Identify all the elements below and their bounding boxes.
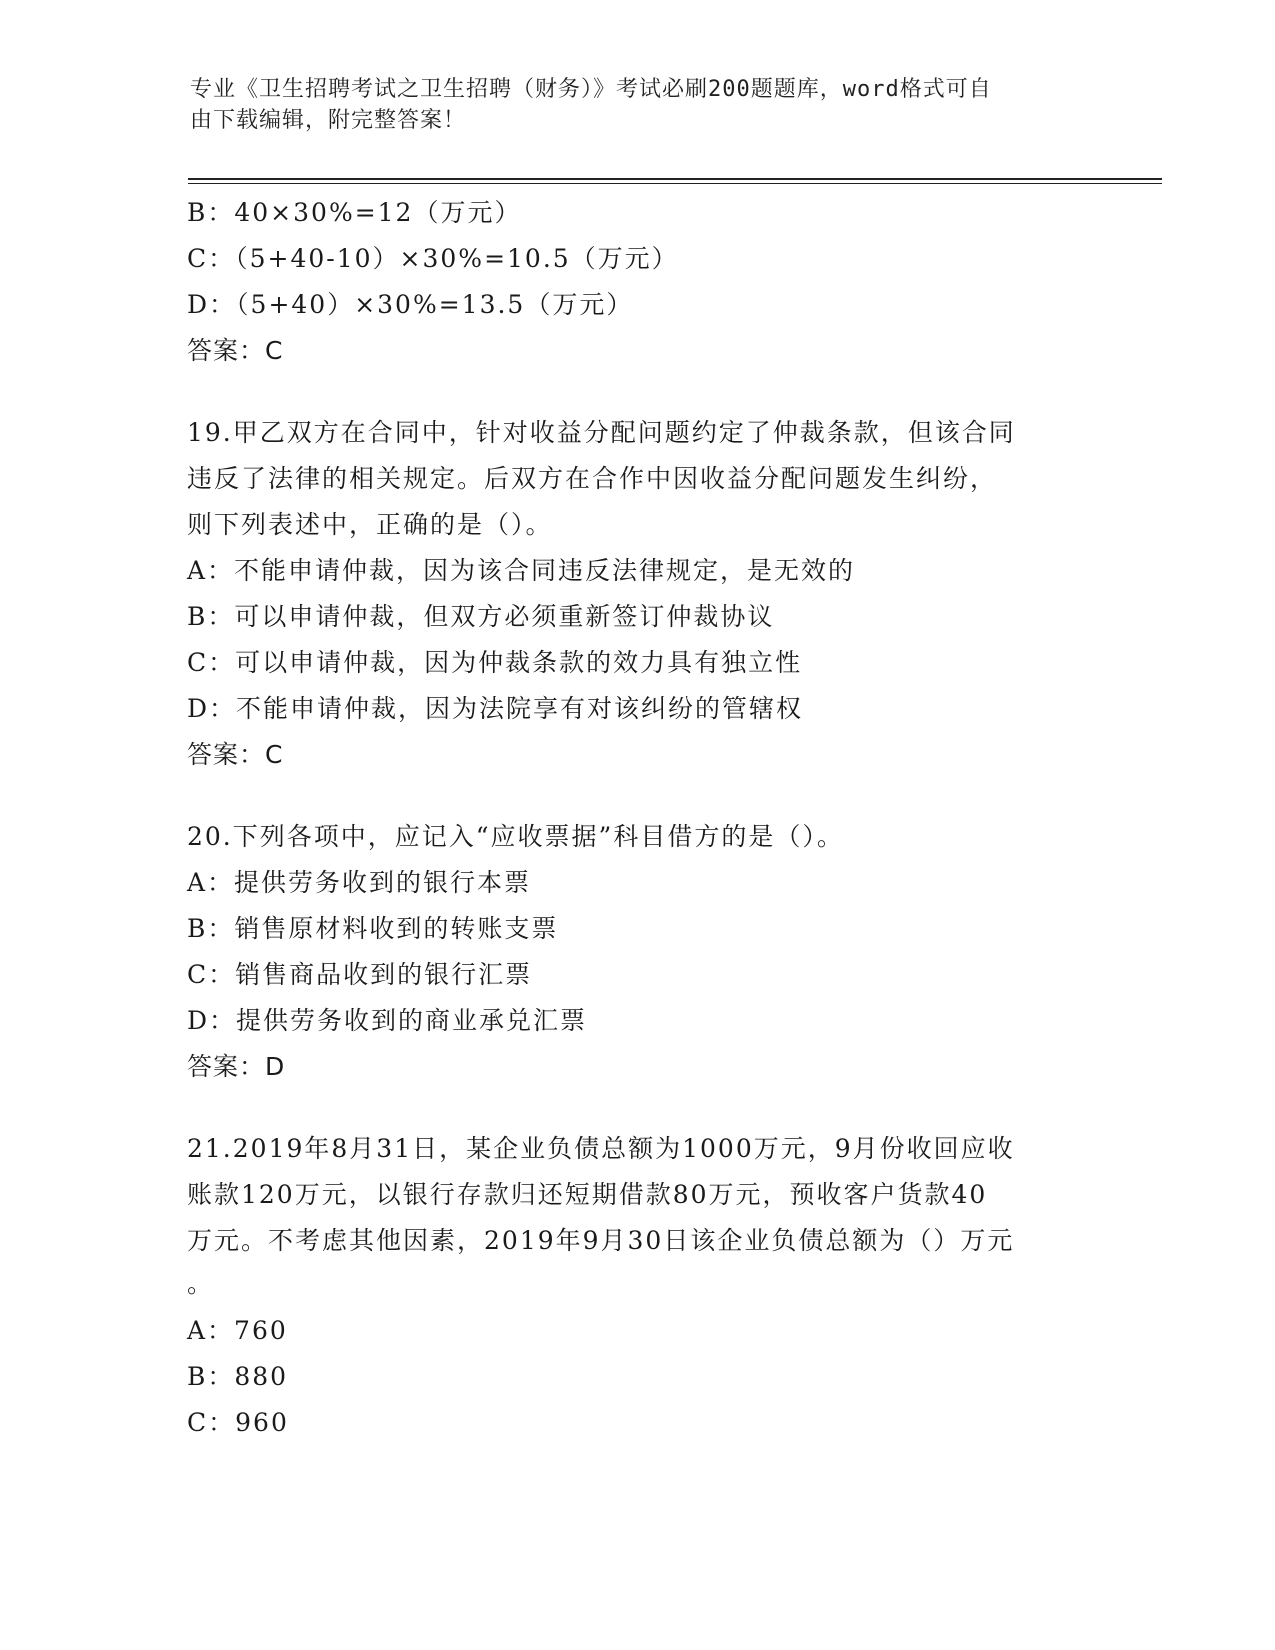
answer-line: 答案：C — [187, 336, 284, 365]
question-stem-line: 。 — [187, 1269, 215, 1298]
option-b: B：销售原材料收到的转账支票 — [187, 914, 559, 943]
question-stem-line: 账款120万元，以银行存款归还短期借款80万元，预收客户货款40 — [187, 1180, 988, 1209]
option-b: B：40×30%=12（万元） — [187, 198, 522, 227]
question-21 — [187, 1126, 1087, 1446]
answer-line: 答案：D — [187, 1052, 286, 1081]
prev-question-block — [187, 190, 1087, 374]
answer-line: 答案：C — [187, 740, 284, 769]
question-stem-line: 21.2019年8月31日，某企业负债总额为1000万元，9月份收回应收 — [187, 1134, 1015, 1163]
question-stem-line: 违反了法律的相关规定。后双方在合作中因收益分配问题发生纠纷， — [187, 464, 998, 493]
question-content — [187, 190, 1087, 1446]
question-stem-line: 则下列表述中，正确的是（）。 — [187, 510, 553, 539]
question-20 — [187, 814, 1087, 1090]
option-c: C：（5+40-10）×30%=10.5（万元） — [187, 244, 679, 273]
question-stem-line: 19.甲乙双方在合同中，针对收益分配问题约定了仲裁条款，但该合同 — [187, 418, 1016, 447]
header-divider — [188, 178, 1162, 180]
question-stem-line: 20.下列各项中，应记入“应收票据”科目借方的是（）。 — [187, 822, 844, 851]
option-d: D：不能申请仲裁，因为法院享有对该纠纷的管辖权 — [187, 694, 804, 723]
question-stem-line: 万元。不考虑其他因素，2019年9月30日该企业负债总额为（）万元 — [187, 1226, 1015, 1255]
option-b: B：880 — [187, 1362, 289, 1391]
header-line-1: 专业《卫生招聘考试之卫生招聘（财务）》考试必刷200题题库，word格式可自 — [190, 77, 992, 102]
option-a: A：不能申请仲裁，因为该合同违反法律规定，是无效的 — [187, 556, 856, 585]
option-c: C：可以申请仲裁，因为仲裁条款的效力具有独立性 — [187, 648, 803, 677]
question-19 — [187, 410, 1087, 778]
option-d: D：（5+40）×30%=13.5（万元） — [187, 290, 634, 319]
page-header — [190, 74, 1090, 136]
option-c: C：960 — [187, 1408, 289, 1437]
header-line-2: 由下载编辑，附完整答案！ — [190, 108, 467, 133]
option-a: A：760 — [187, 1316, 288, 1345]
option-a: A：提供劳务收到的银行本票 — [187, 868, 532, 897]
option-c: C：销售商品收到的银行汇票 — [187, 960, 533, 989]
option-d: D：提供劳务收到的商业承兑汇票 — [187, 1006, 588, 1035]
header-divider-thin — [188, 183, 1162, 184]
option-b: B：可以申请仲裁，但双方必须重新签订仲裁协议 — [187, 602, 775, 631]
